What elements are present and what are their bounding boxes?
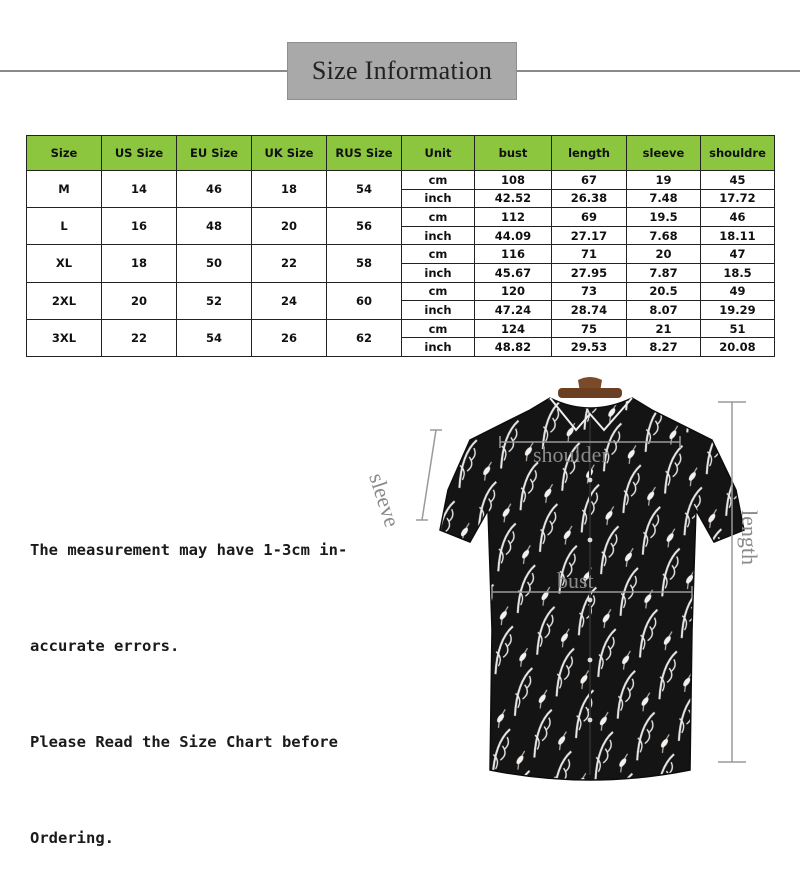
shoulder-cell: 46: [701, 208, 775, 227]
unit-cell: inch: [402, 301, 475, 320]
uk-size-cell: 22: [252, 245, 327, 282]
shoulder-cell: 18.5: [701, 263, 775, 282]
length-cell: 71: [552, 245, 627, 264]
length-cell: 29.53: [552, 338, 627, 357]
us-size-cell: 16: [102, 208, 177, 245]
shoulder-cell: 19.29: [701, 301, 775, 320]
uk-size-cell: 24: [252, 282, 327, 319]
sleeve-cell: 19: [627, 171, 701, 190]
table-header-row: [27, 136, 775, 171]
rus-size-cell: 60: [327, 282, 402, 319]
length-cell: 69: [552, 208, 627, 227]
eu-size-cell: 46: [177, 171, 252, 208]
shoulder-cell: 20.08: [701, 338, 775, 357]
sleeve-cell: 7.68: [627, 226, 701, 245]
unit-cell: inch: [402, 189, 475, 208]
sleeve-cell: 20.5: [627, 282, 701, 301]
note-line: Ordering.: [30, 829, 114, 847]
sleeve-cell: 8.27: [627, 338, 701, 357]
size-cell: 3XL: [27, 319, 102, 356]
unit-cell: cm: [402, 245, 475, 264]
measurement-note: [30, 470, 390, 886]
size-chart-table: [26, 135, 775, 357]
sleeve-cell: 8.07: [627, 301, 701, 320]
table-row: [27, 282, 775, 301]
bust-label: bust: [557, 568, 594, 593]
bust-cell: 116: [475, 245, 552, 264]
bust-cell: 108: [475, 171, 552, 190]
shirt-illustration: [400, 370, 800, 800]
column-header: shouldre: [701, 136, 775, 171]
length-cell: 27.95: [552, 263, 627, 282]
sleeve-cell: 19.5: [627, 208, 701, 227]
shoulder-cell: 18.11: [701, 226, 775, 245]
column-header: Unit: [402, 136, 475, 171]
length-cell: 26.38: [552, 189, 627, 208]
column-header: sleeve: [627, 136, 701, 171]
sleeve-cell: 21: [627, 319, 701, 338]
table-row: [27, 208, 775, 227]
rus-size-cell: 54: [327, 171, 402, 208]
us-size-cell: 22: [102, 319, 177, 356]
bust-cell: 42.52: [475, 189, 552, 208]
sleeve-dimension-line: [416, 430, 442, 520]
shoulder-label: shoulder: [533, 442, 609, 467]
sleeve-cell: 20: [627, 245, 701, 264]
length-dimension-line: [718, 402, 746, 762]
table-row: [27, 245, 775, 264]
rus-size-cell: 62: [327, 319, 402, 356]
sleeve-cell: 7.48: [627, 189, 701, 208]
unit-cell: cm: [402, 208, 475, 227]
bust-cell: 47.24: [475, 301, 552, 320]
bust-cell: 45.67: [475, 263, 552, 282]
table-row: [27, 319, 775, 338]
rus-size-cell: 58: [327, 245, 402, 282]
rus-size-cell: 56: [327, 208, 402, 245]
bust-cell: 112: [475, 208, 552, 227]
shoulder-cell: 49: [701, 282, 775, 301]
unit-cell: cm: [402, 319, 475, 338]
us-size-cell: 20: [102, 282, 177, 319]
uk-size-cell: 20: [252, 208, 327, 245]
unit-cell: inch: [402, 263, 475, 282]
unit-cell: inch: [402, 226, 475, 245]
sleeve-label: sleeve: [364, 470, 405, 531]
bust-cell: 120: [475, 282, 552, 301]
note-line: accurate errors.: [30, 637, 180, 655]
hanger-icon: [558, 377, 622, 398]
shoulder-cell: 47: [701, 245, 775, 264]
note-line: The measurement may have 1-3cm in-: [30, 541, 348, 559]
length-cell: 73: [552, 282, 627, 301]
uk-size-cell: 26: [252, 319, 327, 356]
length-cell: 28.74: [552, 301, 627, 320]
page-title: Size Information: [287, 42, 517, 100]
bust-cell: 124: [475, 319, 552, 338]
eu-size-cell: 50: [177, 245, 252, 282]
column-header: RUS Size: [327, 136, 402, 171]
size-cell: M: [27, 171, 102, 208]
column-header: bust: [475, 136, 552, 171]
unit-cell: cm: [402, 282, 475, 301]
column-header: US Size: [102, 136, 177, 171]
unit-cell: cm: [402, 171, 475, 190]
column-header: length: [552, 136, 627, 171]
table-row: [27, 171, 775, 190]
column-header: UK Size: [252, 136, 327, 171]
eu-size-cell: 48: [177, 208, 252, 245]
eu-size-cell: 52: [177, 282, 252, 319]
length-cell: 67: [552, 171, 627, 190]
sleeve-cell: 7.87: [627, 263, 701, 282]
unit-cell: inch: [402, 338, 475, 357]
note-line: Please Read the Size Chart before: [30, 733, 338, 751]
uk-size-cell: 18: [252, 171, 327, 208]
us-size-cell: 18: [102, 245, 177, 282]
column-header: Size: [27, 136, 102, 171]
length-cell: 27.17: [552, 226, 627, 245]
column-header: EU Size: [177, 136, 252, 171]
shirt-measurement-figure: [364, 370, 800, 800]
bust-cell: 44.09: [475, 226, 552, 245]
eu-size-cell: 54: [177, 319, 252, 356]
size-cell: 2XL: [27, 282, 102, 319]
shoulder-cell: 45: [701, 171, 775, 190]
shoulder-cell: 17.72: [701, 189, 775, 208]
size-cell: XL: [27, 245, 102, 282]
shoulder-cell: 51: [701, 319, 775, 338]
length-cell: 75: [552, 319, 627, 338]
size-cell: L: [27, 208, 102, 245]
length-label: length: [737, 510, 762, 565]
bust-cell: 48.82: [475, 338, 552, 357]
us-size-cell: 14: [102, 171, 177, 208]
